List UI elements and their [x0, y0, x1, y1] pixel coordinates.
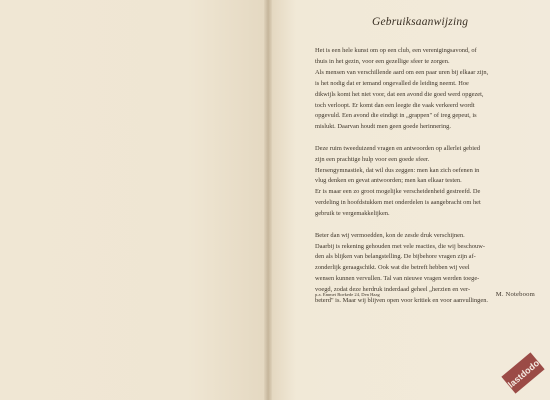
- page-title: Gebruiksaanwijzing: [372, 16, 469, 28]
- page-footer: [315, 291, 535, 298]
- text-line: den als blijken van belangstelling. De bijbehore vragen zijn af-: [315, 253, 476, 261]
- text-line: Deze ruim tweeduizend vragen en antwoorden op allerlei gebied: [315, 144, 481, 152]
- watermark-logo: [498, 348, 548, 398]
- text-line: is het nodig dat er iemand ongevalled de leiding neemt. Hoe: [315, 79, 469, 87]
- text-line: toch verloopt. Er komt dan een leegte die vaak verkeerd wordt: [315, 101, 475, 109]
- text-line: Daarbij is rekening gehouden met vele reacties, die wij beschouw-: [315, 242, 486, 250]
- address-line: p.a. Emmet Boekede 24, Den Haag: [315, 292, 380, 297]
- left-page-blank: [0, 0, 268, 400]
- text-line: Er is maar een zo groot mogelijke verscheidenheid gestreefd. De: [315, 188, 481, 196]
- text-line: zonderlijk geraagschikt. Ook wat die betreft hebben wij veel: [315, 264, 470, 272]
- text-line: Het is een hele kunst om op een club, een verenigingsavond, of: [315, 47, 477, 54]
- text-line: Als mensen van verschillende aard om een paar uren bij elkaar zijn,: [315, 68, 489, 76]
- body-text: [315, 46, 535, 307]
- text-line: Hersengymnastiek, dat wil dus zeggen: men kan zich oefenen in: [315, 166, 480, 174]
- text-line: Beter dan wij vermoedden, kon de zesde druk verschijnen.: [315, 231, 465, 239]
- author-signature: M. Noteboom: [495, 291, 535, 298]
- text-line: voegd, zodat deze herdruk inderdaad geheel „herzien en ver-: [315, 286, 471, 294]
- text-line: thuis in het gezin, voor een gezellige sfeer te zorgen.: [315, 57, 450, 65]
- paragraph-1: [315, 46, 535, 133]
- watermark-text: lastdodo: [506, 357, 542, 390]
- text-line: verdeling in hoofdstukken met onderdelen is aangebracht om het: [315, 199, 481, 207]
- text-line: beterd" is. Maar wij blijven open voor kritiek en voor aanvullingen.: [315, 297, 488, 305]
- book-gutter: [264, 0, 272, 400]
- text-line: zijn een prachtige hulp voor een goede sfeer.: [315, 155, 430, 163]
- text-line: wensen kunnen vervullen. Tal van nieuwe vragen werden toege-: [315, 275, 480, 283]
- text-line: dikwijls komt het niet voor, dat een avond die goed werd opgezet,: [315, 90, 484, 98]
- text-line: mislukt. Daarvan houdt men geen goede herinnering.: [315, 123, 451, 131]
- text-line: gebruik te vergemakkelijken.: [315, 210, 390, 218]
- paragraph-2: [315, 144, 535, 220]
- text-line: opgevuld. Een avond die eindigt in „grappen" of ireg gepeut, is: [315, 112, 477, 120]
- text-line: vlug denken en gevat antwoorden; men kan elkaar testen.: [315, 177, 462, 185]
